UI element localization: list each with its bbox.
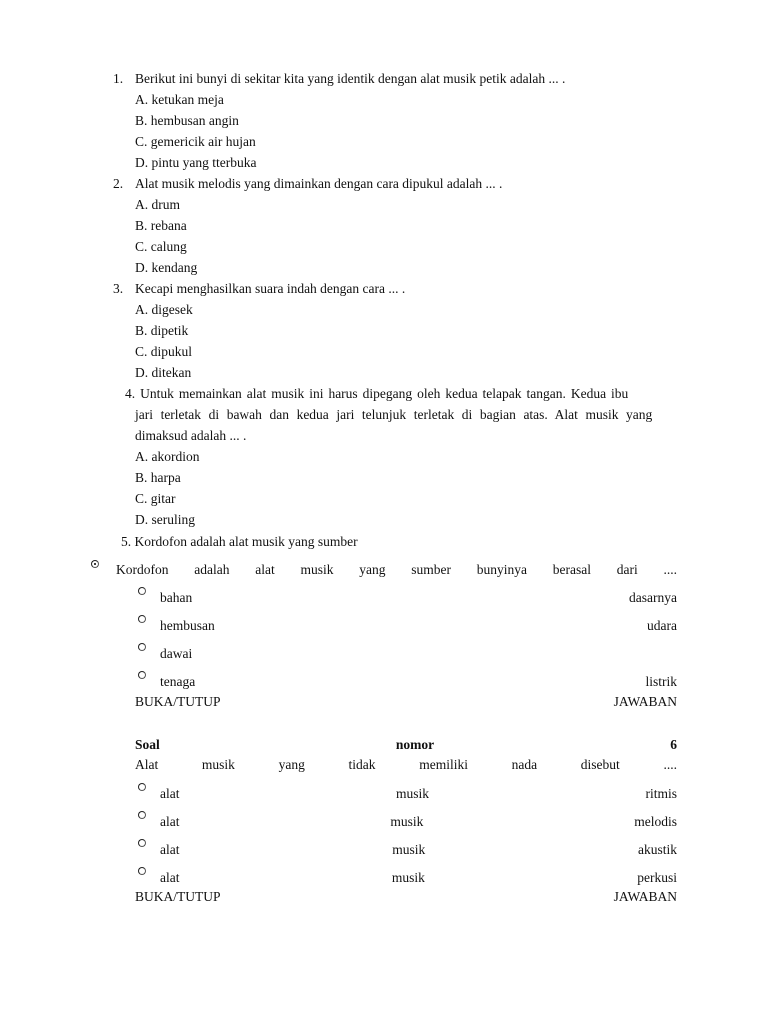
question-1-option-b: B. hembusan angin	[135, 113, 239, 128]
question-4-option-d: D. seruling	[135, 512, 195, 527]
quiz-6-choice-radio[interactable]	[138, 783, 146, 791]
question-4-line-3: dimaksud adalah ... .	[135, 428, 247, 443]
choice-text: musik	[391, 870, 425, 885]
quiz-6-word: tidak	[348, 757, 376, 772]
quiz-5-word: alat	[255, 562, 275, 577]
toggle-text: JAWABAN	[613, 694, 677, 709]
quiz-5-word: musik	[300, 562, 334, 577]
question-1-number: 1.	[113, 71, 124, 86]
question-4-option-c: C. gitar	[135, 491, 176, 506]
question-4-option-a: A. akordion	[135, 449, 200, 464]
quiz-6-choice-3[interactable]	[160, 842, 677, 858]
quiz-5-word: ....	[663, 562, 677, 577]
question-3-option-d: D. ditekan	[135, 365, 192, 380]
choice-text: bahan	[160, 590, 193, 605]
quiz-5-word: yang	[359, 562, 386, 577]
question-3-number: 3.	[113, 281, 124, 296]
quiz-6-choice-radio[interactable]	[138, 839, 146, 847]
question-2-option-a: A. drum	[135, 197, 180, 212]
question-3-option-a: A. digesek	[135, 302, 193, 317]
quiz-5-choice-radio[interactable]	[138, 615, 146, 623]
choice-text: udara	[647, 618, 677, 633]
quiz-5-toggle-answer[interactable]	[135, 694, 677, 710]
question-4-line-2: jari terletak di bawah dan kedua jari telunjuk terletak di bagian atas. Alat musik yang	[135, 407, 653, 422]
header-text: Soal	[135, 737, 160, 752]
choice-text: musik	[392, 842, 426, 857]
quiz-6-word: Alat	[135, 757, 159, 772]
choice-text: melodis	[634, 814, 677, 829]
question-2-option-d: D. kendang	[135, 260, 198, 275]
choice-text: alat	[160, 842, 180, 857]
quiz-6-choice-4[interactable]	[160, 870, 677, 886]
question-5-text: 5. Kordofon adalah alat musik yang sumber	[121, 534, 358, 549]
question-4-text-line-1	[125, 386, 677, 402]
question-2-number: 2.	[113, 176, 124, 191]
quiz-5-word: dari	[616, 562, 638, 577]
quiz-5-choice-4[interactable]	[160, 674, 677, 690]
quiz-5-choice-radio[interactable]	[138, 587, 146, 595]
quiz-6-word: nada	[511, 757, 538, 772]
quiz-5-question	[116, 562, 677, 578]
choice-text: ritmis	[645, 786, 677, 801]
choice-text: listrik	[645, 674, 677, 689]
quiz-5-choice-1[interactable]	[160, 590, 677, 606]
quiz-5-choice-2[interactable]	[160, 618, 677, 634]
choice-text: tenaga	[160, 674, 196, 689]
question-1-option-d: D. pintu yang tterbuka	[135, 155, 257, 170]
quiz-6-word: disebut	[580, 757, 620, 772]
choice-text: musik	[390, 814, 424, 829]
choice-text: dasarnya	[629, 590, 677, 605]
quiz-6-choice-radio[interactable]	[138, 867, 146, 875]
choice-text: perkusi	[637, 870, 677, 885]
question-1-option-c: C. gemericik air hujan	[135, 134, 256, 149]
choice-text: alat	[160, 870, 180, 885]
quiz-5-word: bunyinya	[476, 562, 527, 577]
quiz-5-word: adalah	[194, 562, 230, 577]
question-3-text: Kecapi menghasilkan suara indah dengan cara ... .	[135, 281, 406, 296]
quiz-5-word: Kordofon	[116, 562, 169, 577]
question-1-option-a: A. ketukan meja	[135, 92, 224, 107]
choice-text: musik	[395, 786, 429, 801]
quiz-6-toggle-answer[interactable]	[135, 889, 677, 905]
choice-text: dawai	[160, 646, 193, 661]
choice-text: hembusan	[160, 618, 215, 633]
quiz-6-question	[135, 757, 677, 773]
quiz-5-choice-3[interactable]	[160, 646, 677, 662]
question-2-text: Alat musik melodis yang dimainkan dengan cara dipukul adalah ... .	[135, 176, 503, 191]
question-3-option-c: C. dipukul	[135, 344, 193, 359]
choice-text: alat	[160, 786, 180, 801]
question-4-line-1: 4. Untuk memainkan alat musik ini harus dipegang oleh kedua telapak tangan. Kedua ibu	[125, 386, 629, 401]
question-4-text-line-2	[135, 407, 677, 423]
quiz-6-word: musik	[201, 757, 235, 772]
quiz-5-choice-radio[interactable]	[138, 643, 146, 651]
quiz-6-word: ....	[663, 757, 677, 772]
quiz-6-word: memiliki	[419, 757, 468, 772]
toggle-text: BUKA/TUTUP	[135, 694, 221, 709]
quiz-6-word: yang	[278, 757, 305, 772]
choice-text: alat	[160, 814, 180, 829]
toggle-text: JAWABAN	[613, 889, 677, 904]
quiz-6-choice-2[interactable]	[160, 814, 677, 830]
question-4-option-b: B. harpa	[135, 470, 181, 485]
quiz-6-header	[135, 737, 677, 753]
question-1-text: Berikut ini bunyi di sekitar kita yang identik dengan alat musik petik adalah ... .	[135, 71, 566, 86]
quiz-5-choice-radio[interactable]	[138, 671, 146, 679]
question-5-radio[interactable]	[91, 560, 99, 568]
quiz-6-choice-1[interactable]	[160, 786, 677, 802]
question-3-option-b: B. dipetik	[135, 323, 189, 338]
header-text: nomor	[395, 737, 435, 752]
question-2-option-c: C. calung	[135, 239, 187, 254]
quiz-5-word: berasal	[552, 562, 591, 577]
header-text: 6	[670, 737, 677, 752]
quiz-6-choice-radio[interactable]	[138, 811, 146, 819]
choice-text: akustik	[637, 842, 677, 857]
quiz-5-word: sumber	[411, 562, 451, 577]
question-2-option-b: B. rebana	[135, 218, 187, 233]
toggle-text: BUKA/TUTUP	[135, 889, 221, 904]
